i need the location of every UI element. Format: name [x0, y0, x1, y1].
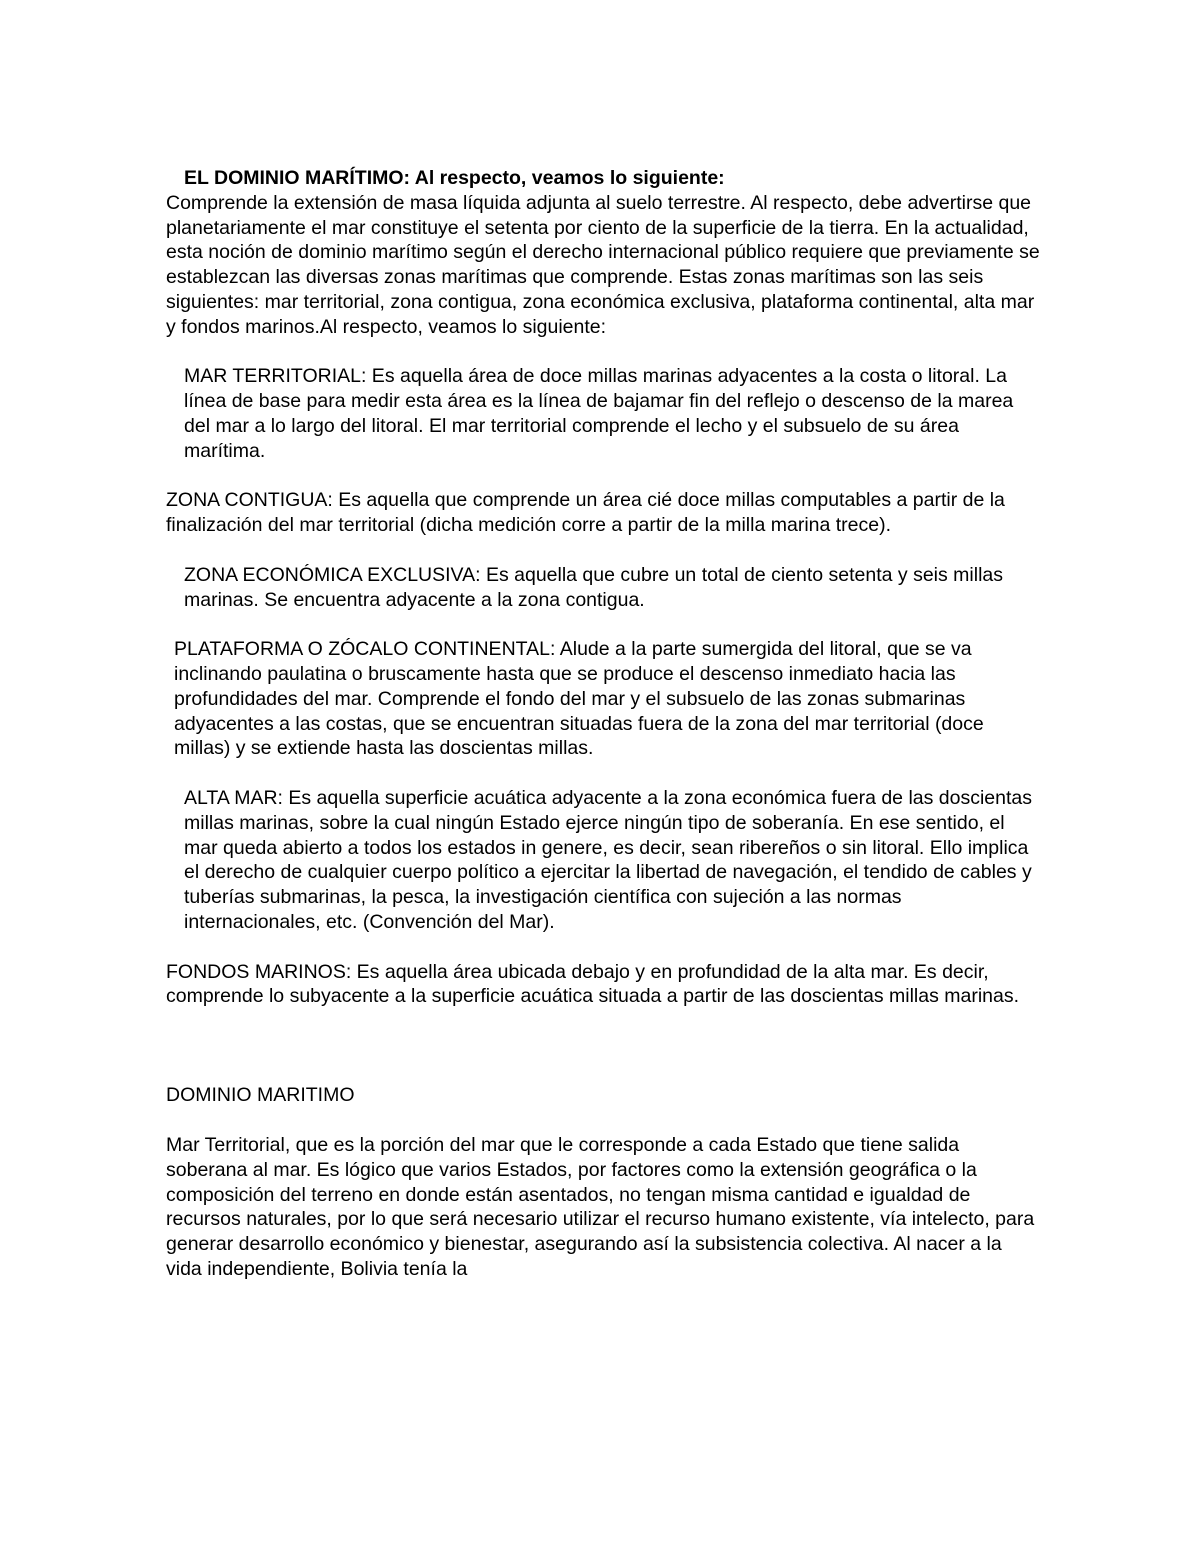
document-body: [166, 166, 1041, 1282]
spacer: [166, 1108, 1041, 1133]
section-heading-dominio-maritimo: DOMINIO MARITIMO: [166, 1084, 355, 1107]
spacer: [166, 1059, 1041, 1084]
spacer: [166, 612, 1041, 637]
document-title: EL DOMINIO MARÍTIMO: Al respecto, veamos lo siguiente:: [184, 167, 725, 189]
spacer: [166, 538, 1041, 563]
spacer: [166, 761, 1041, 786]
section-alta-mar: ALTA MAR: Es aquella superficie acuática adyacente a la zona económica fuera de las doscientas millas marinas, sobre la cual ningún Estado ejerce ningún tipo de soberanía. En ese sentido, el mar queda abierto a todos los estados in genere, es decir, sean ribereños o sin litoral. Ello implica el derecho de cualquier cuerpo político a ejercitar la libertad de navegación, el tendido de cables y tuberías submarinas, la pesca, la investigación científica con sujeción a las normas internacionales, etc. (Convención del Mar).: [184, 786, 1033, 933]
section-zona-economica-exclusiva: ZONA ECONÓMICA EXCLUSIVA: Es aquella que cubre un total de ciento setenta y seis millas marinas. Se encuentra adyacente a la zona contigua.: [184, 563, 1004, 611]
spacer: [166, 464, 1041, 489]
intro-paragraph: Comprende la extensión de masa líquida adjunta al suelo terrestre. Al respecto, debe advertirse que planetariamente el mar constituye el setenta por ciento de la superficie de la tierra. En la actualidad, esta noción de dominio marítimo según el derecho internacional público requiere que previamente se establezcan las diversas zonas marítimas que comprende. Estas zonas marítimas son las seis siguientes: mar territorial, zona contigua, zona económica exclusiva, plataforma continental, alta mar y fondos marinos.Al respecto, veamos lo siguiente:: [166, 191, 1040, 338]
section-zona-contigua: ZONA CONTIGUA: Es aquella que comprende un área cié doce millas computables a partir de la finalización del mar territorial (dicha medición corre a partir de la milla marina trece).: [166, 489, 1005, 537]
section-plataforma-continental: PLATAFORMA O ZÓCALO CONTINENTAL: Alude a la parte sumergida del litoral, que se va inclinando paulatina o bruscamente hasta que se produce el descenso inmediato hacia las profundidades del mar. Comprende el fondo del mar y el subsuelo de las zonas submarinas adyacentes a las costas, que se encuentran situadas fuera de la zona del mar territorial (doce millas) y se extiende hasta las doscientas millas.: [174, 638, 984, 760]
section-mar-territorial: MAR TERRITORIAL: Es aquella área de doce millas marinas adyacentes a la costa o litoral. La línea de base para medir esta área es la línea de bajamar fin del reflejo o descenso de la marea del mar a lo largo del litoral. El mar territorial comprende el lecho y el subsuelo de su área marítima.: [184, 365, 1014, 462]
final-paragraph: Mar Territorial, que es la porción del mar que le corresponde a cada Estado que tiene salida soberana al mar. Es lógico que varios Estados, por factores como la extensión geográfica o la composición del terreno en donde están asentados, no tengan misma cantidad e igualdad de recursos naturales, por lo que será necesario utilizar el recurso humano existente, vía intelecto, para generar desarrollo económico y bienestar, asegurando así la subsistencia colectiva. Al nacer a la vida independiente, Bolivia tenía la: [166, 1134, 1035, 1281]
spacer: [166, 340, 1041, 365]
spacer: [166, 935, 1041, 960]
section-fondos-marinos: FONDOS MARINOS: Es aquella área ubicada debajo y en profundidad de la alta mar. Es decir, comprende lo subyacente a la superficie acuática situada a partir de las doscientas millas marinas.: [166, 960, 1020, 1008]
spacer: [166, 1009, 1041, 1059]
